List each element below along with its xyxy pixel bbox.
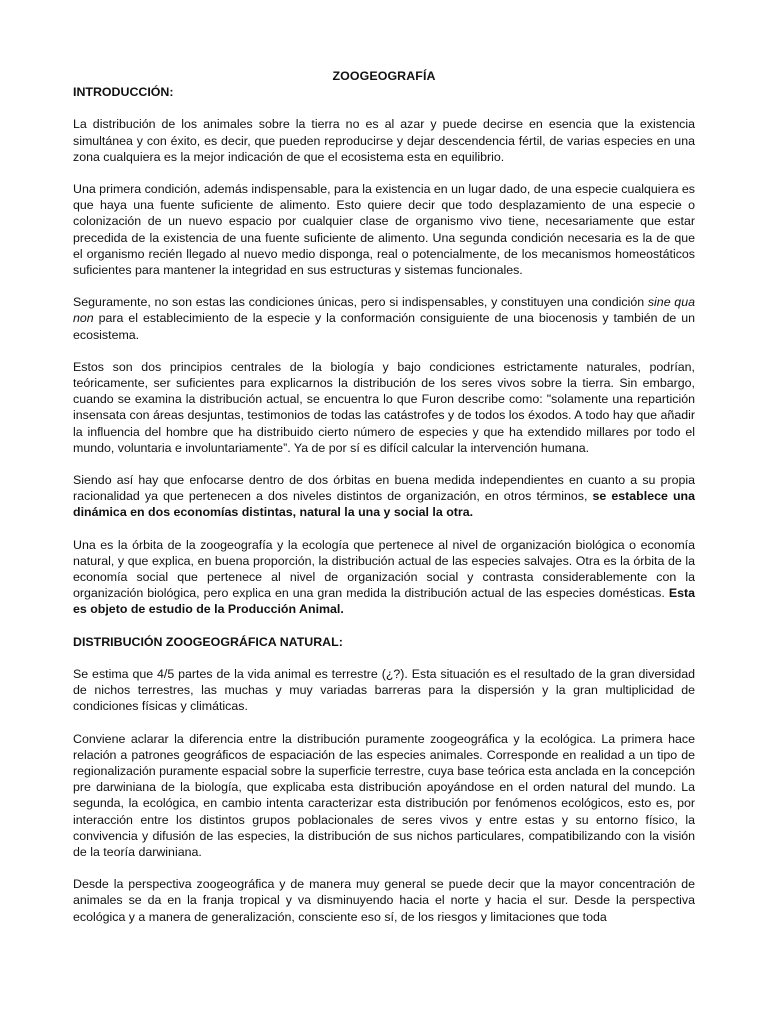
paragraph-1: La distribución de los animales sobre la tierra no es al azar y puede decirse en esencia que la existencia simultánea y con éxito, es decir, que pueden reproducirse y dejar descendencia fértil, de varias especies en una zona cualquiera es la mejor indicación de que el ecosistema esta en equilibrio. [73,117,695,164]
paragraph-4: Estos son dos principios centrales de la biología y bajo condiciones estrictamente naturales, podrían, teóricamente, ser suficientes para explicarnos la distribución de los seres vivos sobre la tierra. Sin embargo, cuando se examina la distribución actual, se encuentra lo que Furon describe como: "solamente una repartición insensata con áreas desjuntas, testimonios de todas las catástrofes y de todos los éxodos. A todo hay que añadir la influencia del hombre que ha distribuido cierto número de especies y que ha extendido millares por todo el mundo, voluntaria e involuntariamente”. Ya de por sí es difícil calcular la intervención humana. [73,359,695,455]
paragraph-2: Una primera condición, además indispensable, para la existencia en un lugar dado, de una especie cualquiera es que haya una fuente suficiente de alimento. Esto quiere decir que todo desplazamiento de una especie o colonización de un nuevo espacio por cualquier clase de organismo vivo tiene, necesariamente que estar precedida de la existencia de una fuente suficiente de alimento. Una segunda condición necesaria es la de que el organismo recién llegado al nuevo medio disponga, real o potencialmente, de los mecanismos homeostáticos suficientes para mantener la integridad en sus estructuras y sistemas funcionales. [73,182,695,278]
paragraph-6 [73,537,695,618]
paragraph-9: Desde la perspectiva zoogeográfica y de manera muy general se puede decir que la mayor concentración de animales se da en la franja tropical y va disminuyendo hacia el norte y hacia el sur. Desde la perspectiva ecológica y a manera de generalización, consciente eso sí, de los riesgos y limitaciones que toda [73,877,695,924]
paragraph-5-text: Siendo así hay que enfocarse dentro de dos órbitas en buena medida independientes en cuanto a su propia racionalidad ya que pertenecen a dos niveles distintos de organización, en otros términos, [73,473,695,504]
paragraph-7: Se estima que 4/5 partes de la vida animal es terrestre (¿?). Esta situación es el resultado de la gran diversidad de nichos terrestres, las muchas y muy variadas barreras para la dispersión y la gran multiplicidad de condiciones físicas y climáticas. [73,666,695,714]
paragraph-5 [73,472,695,521]
paragraph-6-bold-phrase: Esta es objeto de estudio de la Producción Animal. [73,586,695,617]
document-title: ZOOGEOGRAFÍA [332,69,436,83]
paragraph-3-italic-phrase: sine qua non [73,295,695,326]
paragraph-5-bold-phrase: se establece una dinámica en dos economías distintas, natural la una y social la otra. [73,489,695,520]
paragraph-3 [73,294,695,343]
section-heading-distribucion: DISTRIBUCIÓN ZOOGEOGRÁFICA NATURAL: [73,634,343,649]
paragraph-3-text-a: Seguramente, no son estas las condiciones únicas, pero si indispensables, y constituyen una condición [73,295,648,310]
paragraph-8: Conviene aclarar la diferencia entre la distribución puramente zoogeográfica y la ecológica. La primera hace relación a patrones geográficos de espaciación de las especies animales. Corresponde en realidad a un tipo de regionalización puramente espacial sobre la superficie terrestre, cuya base teórica esta anclada en la concepción pre darwiniana de la biología, que explicaba esta distribución apoyándose en el orden natural del mundo. La segunda, la ecológica, en cambio intenta caracterizar esta distribución por fenómenos ecológicos, esto es, por interacción entre los distintos grupos poblacionales de seres vivos y entre estas y su entorno físico, la convivencia y difusión de las especies, la distribución de sus nichos particulares, compatibilizando con la visión de la teoría darwiniana. [73,731,695,859]
paragraph-6-text: Una es la órbita de la zoogeografía y la ecología que pertenece al nivel de organización biológica o economía natural, y que explica, en buena proporción, la distribución actual de las especies salvajes. Otra es la órbita de la economía social que pertenece al nivel de organización social y contrasta considerablemente con la organización biológica, pero explica en una gran medida la distribución actual de las especies domésticas. [73,537,695,601]
section-heading-introduccion: INTRODUCCIÓN: [73,85,174,100]
document-page [73,68,695,941]
paragraph-3-text-b: para el establecimiento de la especie y la conformación consiguiente de una biocenosis y también de un ecosistema. [73,311,695,342]
